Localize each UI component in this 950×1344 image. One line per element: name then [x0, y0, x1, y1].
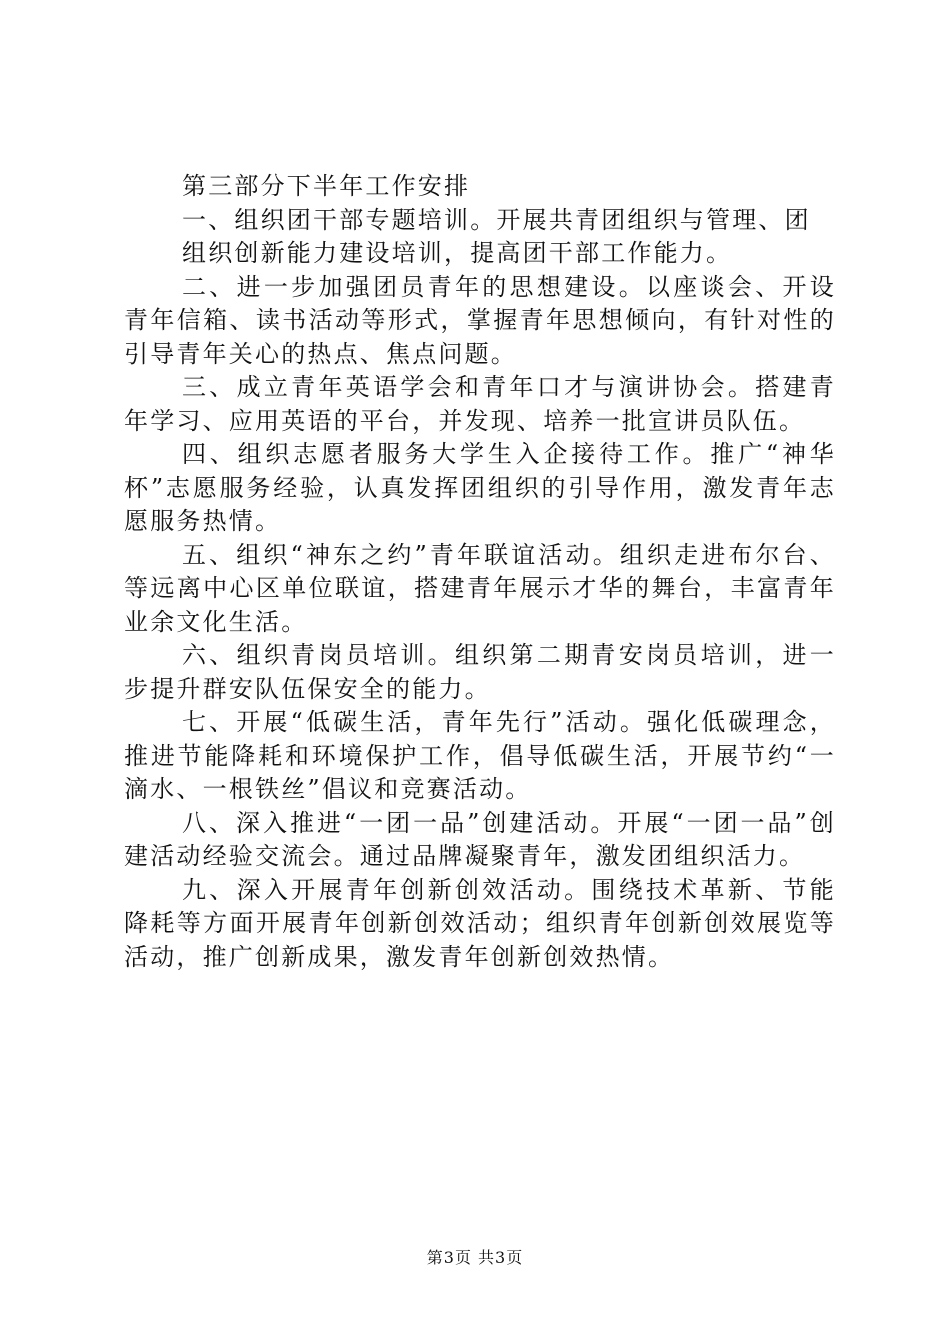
paragraph-item-2: 二、进一步加强团员青年的思想建设。以座谈会、开设青年信箱、读书活动等形式，掌握青年思想倾向，有针对性的引导青年关心的热点、焦点问题。: [124, 272, 836, 368]
paragraph-item-4: 四、组织志愿者服务大学生入企接待工作。推广“神华杯”志愿服务经验，认真发挥团组织的引导作用，激发青年志愿服务热情。: [124, 440, 836, 535]
document-body: [124, 170, 836, 974]
paragraph-item-1-line-2: 组织创新能力建设培训，提高团干部工作能力。: [182, 239, 733, 267]
section-heading: 第三部分下半年工作安排: [182, 172, 471, 200]
paragraph-item-8: 八、深入推进“一团一品”创建活动。开展“一团一品”创建活动经验交流会。通过品牌凝聚青年，激发团组织活力。: [124, 808, 836, 870]
page-number-footer: 第3页 共3页: [426, 1248, 524, 1267]
paragraph-item-6: 六、组织青岗员培训。组织第二期青安岗员培训，进一步提升群安队伍保安全的能力。: [124, 641, 836, 703]
paragraph-item-9: 九、深入开展青年创新创效活动。围绕技术革新、节能降耗等方面开展青年创新创效活动；组织青年创新创效展览等活动，推广创新成果，激发青年创新创效热情。: [124, 875, 836, 971]
paragraph-item-7: 七、开展“低碳生活，青年先行”活动。强化低碳理念，推进节能降耗和环境保护工作，倡导低碳生活，开展节约“一滴水、一根铁丝”倡议和竞赛活动。: [124, 708, 836, 803]
paragraph-item-1: [124, 204, 836, 271]
paragraph-item-3: 三、成立青年英语学会和青年口才与演讲协会。搭建青年学习、应用英语的平台，并发现、培养一批宣讲员队伍。: [124, 373, 836, 435]
paragraph-item-1-line-1: 一、组织团干部专题培训。开展共青团组织与管理、团: [182, 205, 811, 234]
paragraph-item-5: 五、组织“神东之约”青年联谊活动。组织走进布尔台、等远离中心区单位联谊，搭建青年展示才华的舞台，丰富青年业余文化生活。: [124, 540, 836, 636]
